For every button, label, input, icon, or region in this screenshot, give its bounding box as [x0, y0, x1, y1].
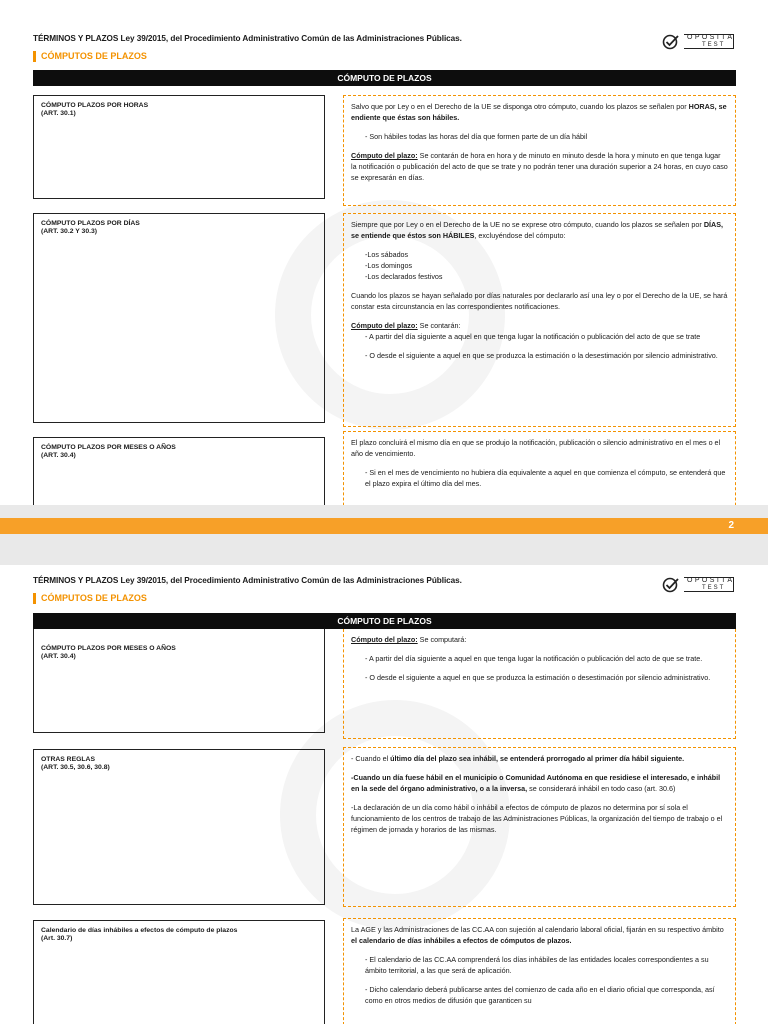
- logo-text-bottom: TEST: [702, 42, 726, 48]
- rule-reference: (Art. 30.7): [41, 935, 73, 942]
- rule-content-meses: [343, 629, 736, 739]
- section-title-bar: CÓMPUTO DE PLAZOS: [33, 70, 736, 86]
- page-footer-bar: [0, 518, 768, 534]
- rule-title: CÓMPUTO PLAZOS POR HORAS: [41, 102, 149, 109]
- rule-reference: (ART. 30.1): [41, 110, 76, 117]
- logo-text-top: OPOSITA: [687, 34, 735, 41]
- section-subtitle: CÓMPUTOS DE PLAZOS: [33, 593, 147, 604]
- exclusion-list: [351, 249, 728, 282]
- bullet-item: - Dicho calendario deberá publicarse antes del comienzo de cada año en el diario oficial que corresponda, así como en otros medios de difusión que garanticen su: [365, 985, 715, 1005]
- bullet-item: - A partir del día siguiente a aquel en que tenga lugar la notificación o publicación del acto de que se trate: [365, 332, 701, 341]
- bullet-item: - O desde el siguiente a aquel en que se produzca la estimación o desestimación por silencio administrativo.: [365, 673, 711, 682]
- oposita-test-logo: [662, 575, 740, 595]
- paragraph: La AGE y las Administraciones de las CC.AA con sujeción al calendario laboral oficial, fijarán en su respectivo ámbito el calendario de días inhábiles a efectos de cómputos de plazos.: [351, 925, 724, 945]
- rule-reference: (ART. 30.4): [41, 452, 76, 459]
- section-title-bar: CÓMPUTO DE PLAZOS: [33, 613, 736, 629]
- list-item: -Los declarados festivos: [365, 272, 443, 281]
- bullet-item: - Son hábiles todas las horas del día que formen parte de un día hábil: [365, 132, 588, 141]
- paragraph: Salvo que por Ley o en el Derecho de la UE se disponga otro cómputo, cuando los plazos se señalen por HORAS, se endiente que éstas son hábiles.: [351, 102, 727, 122]
- rule-title: CÓMPUTO PLAZOS POR MESES O AÑOS: [41, 444, 176, 451]
- rule-content-horas: [343, 95, 736, 206]
- document-page-2: [0, 565, 768, 1024]
- rule-title: Calendario de días inhábiles a efectos de cómputo de plazos: [41, 927, 238, 934]
- page-number: 2: [728, 520, 734, 531]
- bullet-item: - El calendario de las CC.AA comprenderá los días inhábiles de las entidades locales correspondientes a su ámbito territorial, a las que será de aplicación.: [365, 955, 709, 975]
- rule-content-meses: [343, 431, 736, 505]
- document-title: TÉRMINOS Y PLAZOS Ley 39/2015, del Procedimiento Administrativo Común de las Administraciones Públicas.: [33, 34, 462, 43]
- rule-label-horas: [33, 95, 325, 199]
- rule-reference: (ART. 30.2 Y 30.3): [41, 228, 98, 235]
- paragraph: El plazo concluirá el mismo día en que se produjo la notificación, publicación o silencio administrativo en el mes o el año de vencimiento.: [351, 438, 721, 458]
- rule-label-meses: [33, 629, 325, 733]
- paragraph: -La declaración de un día como hábil o inhábil a efectos de cómputo de plazos no determina por sí sola el funcionamiento de los centros de trabajo de las Administraciones Públicas, la organización del tiempo de trabajo o el régimen de jornada y horarios de las mismas.: [351, 803, 723, 834]
- section-subtitle: CÓMPUTOS DE PLAZOS: [33, 51, 147, 62]
- computo-paragraph: Cómputo del plazo: Se contarán de hora en hora y de minuto en minuto desde la hora y minuto en que tenga lugar la notificación o publicación del acto de que se trate y no podrán tener una duración superior a 24 horas, en cuyo caso se expresarán en días.: [351, 151, 728, 182]
- rule-title: OTRAS REGLAS: [41, 756, 96, 763]
- logo-text-bottom: TEST: [702, 585, 726, 591]
- page-separator: [0, 505, 768, 565]
- rule-label-calendario: [33, 920, 325, 1024]
- paragraph: Siempre que por Ley o en el Derecho de la UE no se exprese otro cómputo, cuando los plazos se señalen por DÍAS, se entiende que éstos son HÁBILES, excluyéndose del cómputo:: [351, 220, 723, 240]
- bullet-item: - O desde el siguiente a aquel en que se produzca la estimación o la desestimación por silencio administrativo.: [365, 351, 718, 360]
- list-item: -Los sábados: [365, 250, 409, 259]
- oposita-test-logo: [662, 32, 740, 52]
- paragraph: Cuando los plazos se hayan señalado por días naturales por declararlo así una ley o por el Derecho de la UE, se hará constar esta circunstancia en las correspondientes notificaciones.: [351, 291, 728, 311]
- rule-reference: (ART. 30.5, 30.6, 30.8): [41, 764, 110, 771]
- bullet-item: - A partir del día siguiente a aquel en que tenga lugar la notificación o publicación del acto de que se trate.: [365, 654, 703, 663]
- rule-label-dias: [33, 213, 325, 423]
- check-circle-icon: [662, 576, 680, 594]
- computo-paragraph: Cómputo del plazo: Se contarán:: [351, 321, 461, 330]
- rule-content-dias: [343, 213, 736, 427]
- document-page-1: [0, 0, 768, 505]
- logo-text-top: OPOSITA: [687, 577, 735, 584]
- rule-title: CÓMPUTO PLAZOS POR DÍAS: [41, 220, 140, 227]
- paragraph: -Cuando un día fuese hábil en el municipio o Comunidad Autónoma en que residiese el interesado, e inhábil en la sede del órgano administrativo, o a la inversa, se considerará inhábil en todo caso (art. 30.6): [351, 773, 721, 793]
- list-item: -Los domingos: [365, 261, 413, 270]
- rule-reference: (ART. 30.4): [41, 653, 76, 660]
- computo-paragraph: Cómputo del plazo: Se computará:: [351, 635, 467, 644]
- rule-label-otras: [33, 749, 325, 905]
- rule-content-calendario: [343, 918, 736, 1024]
- rule-content-otras: [343, 747, 736, 907]
- paragraph: - Cuando el último día del plazo sea inhábil, se entenderá prorrogado al primer día hábil siguiente.: [351, 754, 685, 763]
- rule-title: CÓMPUTO PLAZOS POR MESES O AÑOS: [41, 645, 176, 652]
- rule-label-meses: [33, 437, 325, 505]
- check-circle-icon: [662, 33, 680, 51]
- document-title: TÉRMINOS Y PLAZOS Ley 39/2015, del Procedimiento Administrativo Común de las Administraciones Públicas.: [33, 576, 462, 585]
- bullet-item: - Si en el mes de vencimiento no hubiera día equivalente a aquel en que comienza el cómputo, se entenderá que el plazo expira el último día del mes.: [365, 468, 726, 488]
